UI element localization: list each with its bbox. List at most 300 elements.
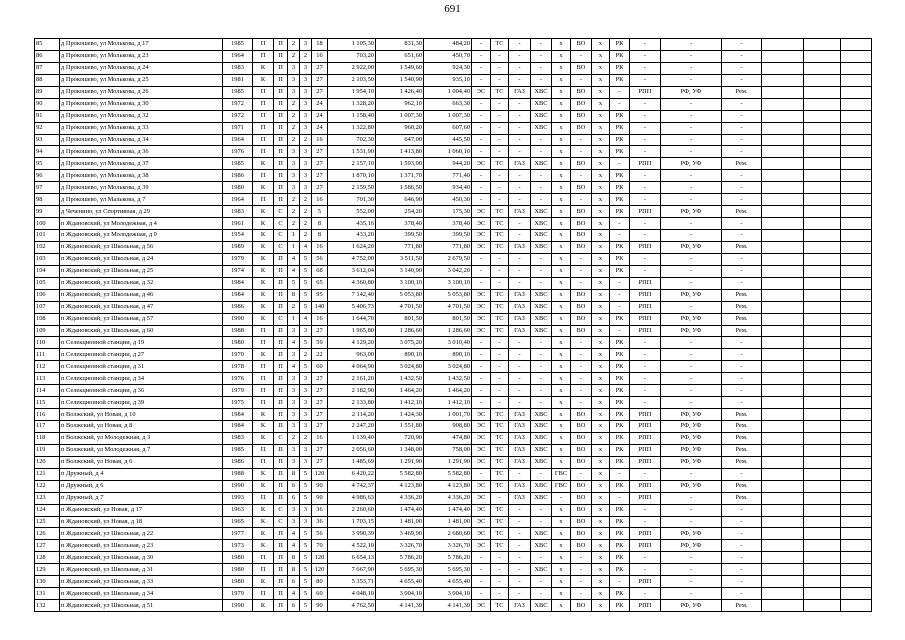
cell-living-area: 1 540,90 [376,74,424,86]
cell-foundation-repair: - [661,564,722,576]
cell-cold-water: ХВС [531,86,552,98]
cell-address: п Волжский, ул Новая, д 8 [60,421,223,433]
cell-gas: - [509,122,531,134]
cell-total-area: 4 064,90 [328,361,376,373]
cell-floors: 3 [300,74,312,86]
cell-cold-water: - [531,516,552,528]
cell-address: д Прокошево, ул Молькова, д 23 [60,50,223,62]
cell-year-built: 1989 [223,241,253,253]
cell-address: п Ждановский, ул Новая, д 17 [60,504,223,516]
cell-floors: 5 [300,552,312,564]
cell-building-type: П [274,98,288,110]
cell-wall-material: К [253,516,274,528]
cell-cold-water: ХВС [531,289,552,301]
cell-hot-water: х [552,158,571,170]
cell-residential-area: 450,30 [424,194,472,206]
cell-address: п Дружный, д 7 [60,492,223,504]
cell-col-x: х [592,206,610,218]
cell-foundation-repair: РФ, УФ [661,289,722,301]
cell-floors: 5 [300,265,312,277]
cell-sewage: ВО [571,540,592,552]
cell-extra-1 [762,516,804,528]
cell-year-built: 1990 [223,480,253,492]
table-row [35,98,872,110]
cell-sewage: ВО [571,444,592,456]
cell-row-number: 92 [35,122,60,134]
cell-heating: - [491,265,509,277]
cell-facade-repair: - [630,230,661,242]
cell-building-type: С [274,313,288,325]
table-row [35,373,872,385]
cell-gas: - [509,98,531,110]
cell-row-number: 130 [35,576,60,588]
cell-gas: - [509,385,531,397]
cell-col-x: х [592,552,610,564]
cell-electricity: ЭС [472,432,491,444]
table-row [35,62,872,74]
cell-col-x: х [592,218,610,230]
cell-living-area: 1 413,80 [376,146,424,158]
cell-apartments: 24 [312,110,328,122]
cell-year-built: 1984 [223,409,253,421]
cell-building-type: С [274,504,288,516]
cell-gas: ГАЗ [509,158,531,170]
cell-extra-3 [841,480,872,492]
cell-extra-3 [841,241,872,253]
cell-total-area: 2 157,10 [328,158,376,170]
cell-repair-status: - [722,134,762,146]
cell-entrances: 4 [288,253,300,265]
cell-floors: 5 [300,301,312,313]
cell-hot-water: х [552,373,571,385]
cell-gas: - [509,397,531,409]
cell-cold-water: - [531,194,552,206]
cell-apartments: 27 [312,373,328,385]
cell-roof-repair: - [610,218,630,230]
cell-heating: - [491,349,509,361]
cell-wall-material: К [253,158,274,170]
cell-extra-3 [841,158,872,170]
cell-entrances: 2 [288,50,300,62]
cell-residential-area: 1 007,30 [424,110,472,122]
cell-year-built: 1981 [223,74,253,86]
cell-floors: 4 [300,313,312,325]
cell-foundation-repair: РФ, УФ [661,409,722,421]
cell-foundation-repair: - [661,253,722,265]
table-body [35,39,872,612]
cell-total-area: 703,20 [328,50,376,62]
cell-year-built: 1985 [223,444,253,456]
cell-living-area: 3 100,10 [376,277,424,289]
cell-repair-status: Рем. [722,325,762,337]
cell-building-type: П [274,158,288,170]
cell-roof-repair: РК [610,444,630,456]
cell-residential-area: 399,50 [424,230,472,242]
cell-living-area: 646,90 [376,194,424,206]
cell-gas: - [509,265,531,277]
cell-living-area: 5 786,20 [376,552,424,564]
cell-extra-3 [841,50,872,62]
cell-total-area: 7 142,40 [328,289,376,301]
cell-total-area: 1 644,70 [328,313,376,325]
cell-wall-material: К [253,421,274,433]
cell-electricity: ЭС [472,516,491,528]
cell-foundation-repair: - [661,122,722,134]
cell-col-x: х [592,182,610,194]
cell-building-type: С [274,432,288,444]
cell-total-area: 1 158,40 [328,110,376,122]
cell-entrances: 2 [288,206,300,218]
cell-floors: 3 [300,516,312,528]
cell-wall-material: К [253,468,274,480]
cell-apartments: 27 [312,397,328,409]
cell-extra-3 [841,397,872,409]
table-row [35,146,872,158]
cell-repair-status: - [722,277,762,289]
cell-sewage: - [571,50,592,62]
cell-cold-water: ХВС [531,540,552,552]
cell-extra-3 [841,421,872,433]
cell-hot-water: х [552,39,571,51]
cell-year-built: 1986 [223,301,253,313]
cell-extra-1 [762,552,804,564]
cell-total-area: 1 328,20 [328,98,376,110]
cell-year-built: 1980 [223,576,253,588]
cell-apartments: 120 [312,552,328,564]
cell-total-area: 2 159,50 [328,182,376,194]
cell-building-type: П [274,62,288,74]
cell-building-type: П [274,456,288,468]
cell-heating: ТС [491,528,509,540]
cell-sewage: ВО [571,409,592,421]
cell-extra-2 [804,98,841,110]
cell-gas: - [509,516,531,528]
cell-facade-repair: - [630,122,661,134]
cell-wall-material: П [253,325,274,337]
cell-wall-material: П [253,564,274,576]
cell-roof-repair: - [610,576,630,588]
cell-floors: 3 [300,456,312,468]
cell-apartments: 59 [312,337,328,349]
cell-facade-repair: - [630,110,661,122]
cell-foundation-repair: - [661,516,722,528]
cell-living-area: 1 549,60 [376,62,424,74]
cell-row-number: 100 [35,218,60,230]
cell-facade-repair: РПП [630,480,661,492]
cell-roof-repair: РК [610,194,630,206]
cell-gas: - [509,170,531,182]
cell-extra-1 [762,564,804,576]
cell-apartments: 16 [312,50,328,62]
cell-extra-1 [762,540,804,552]
cell-col-x: х [592,39,610,51]
cell-living-area: 801,50 [376,313,424,325]
cell-extra-3 [841,265,872,277]
cell-cold-water: - [531,576,552,588]
cell-foundation-repair: - [661,468,722,480]
cell-floors: 5 [300,361,312,373]
cell-cold-water: - [531,50,552,62]
cell-col-x: х [592,277,610,289]
cell-hot-water: х [552,230,571,242]
cell-entrances: 6 [288,492,300,504]
cell-address: п Селекционной станции, д 19 [60,337,223,349]
cell-gas: ГАЗ [509,600,531,612]
cell-col-x: х [592,492,610,504]
cell-heating: ТС [491,301,509,313]
cell-roof-repair: РК [610,528,630,540]
cell-row-number: 118 [35,432,60,444]
cell-address: д Прокошево, ул Молькова, д 24 [60,62,223,74]
cell-repair-status: Рем. [722,480,762,492]
cell-residential-area: 663,30 [424,98,472,110]
cell-total-area: 1 139,40 [328,432,376,444]
cell-address: п Селекционной станции, д 27 [60,349,223,361]
cell-facade-repair: РПП [630,456,661,468]
cell-entrances: 2 [288,432,300,444]
cell-electricity: - [472,134,491,146]
cell-floors: 5 [300,492,312,504]
cell-total-area: 2 133,80 [328,397,376,409]
cell-foundation-repair: РФ, УФ [661,480,722,492]
cell-repair-status: - [722,361,762,373]
cell-total-area: 2 161,20 [328,373,376,385]
cell-living-area: 4 123,80 [376,480,424,492]
cell-living-area: 1 348,00 [376,444,424,456]
cell-living-area: 1 286,60 [376,325,424,337]
cell-extra-3 [841,98,872,110]
cell-total-area: 4 752,00 [328,253,376,265]
cell-col-x: х [592,325,610,337]
cell-extra-3 [841,194,872,206]
cell-apartments: 65 [312,277,328,289]
cell-heating: ТС [491,230,509,242]
cell-foundation-repair: - [661,385,722,397]
cell-apartments: 90 [312,480,328,492]
cell-extra-2 [804,361,841,373]
cell-extra-3 [841,253,872,265]
cell-entrances: 2 [288,98,300,110]
cell-col-x: х [592,146,610,158]
cell-year-built: 1980 [223,564,253,576]
cell-facade-repair: - [630,552,661,564]
cell-sewage: ВО [571,39,592,51]
cell-extra-3 [841,325,872,337]
cell-total-area: 5 353,71 [328,576,376,588]
cell-facade-repair: РПП [630,432,661,444]
cell-wall-material: П [253,385,274,397]
cell-roof-repair: - [610,86,630,98]
cell-repair-status: - [722,468,762,480]
cell-residential-area: 1 481,00 [424,516,472,528]
cell-year-built: 1993 [223,492,253,504]
cell-building-type: П [274,194,288,206]
cell-entrances: 3 [288,504,300,516]
table-row [35,301,872,313]
cell-living-area: 1 007,30 [376,110,424,122]
cell-cold-water: - [531,385,552,397]
cell-repair-status: - [722,265,762,277]
cell-address: п Селекционной станции, д 31 [60,361,223,373]
cell-residential-area: 758,00 [424,444,472,456]
cell-cold-water: ХВС [531,409,552,421]
cell-year-built: 1984 [223,289,253,301]
cell-col-x: х [592,444,610,456]
cell-apartments: 16 [312,313,328,325]
cell-cold-water: - [531,170,552,182]
cell-hot-water: х [552,86,571,98]
cell-cold-water: - [531,504,552,516]
cell-electricity: - [472,397,491,409]
cell-gas: ГАЗ [509,444,531,456]
cell-total-area: 435,16 [328,218,376,230]
cell-extra-2 [804,528,841,540]
cell-year-built: 1970 [223,349,253,361]
cell-extra-1 [762,146,804,158]
cell-entrances: 6 [288,600,300,612]
cell-apartments: 70 [312,540,328,552]
cell-facade-repair: РПП [630,86,661,98]
cell-address: д Прокошево, ул Малькова, д 7 [60,194,223,206]
cell-gas: ГАЗ [509,492,531,504]
cell-living-area: 1 586,50 [376,182,424,194]
cell-extra-1 [762,277,804,289]
cell-living-area: 378,40 [376,218,424,230]
cell-apartments: 8 [312,230,328,242]
cell-electricity: ЭС [472,301,491,313]
cell-extra-2 [804,552,841,564]
cell-extra-3 [841,218,872,230]
cell-row-number: 127 [35,540,60,552]
cell-heating: - [491,564,509,576]
cell-repair-status: Рем. [722,456,762,468]
cell-foundation-repair: РФ, УФ [661,432,722,444]
cell-foundation-repair: - [661,194,722,206]
cell-hot-water: х [552,74,571,86]
cell-extra-3 [841,301,872,313]
cell-gas: - [509,253,531,265]
cell-extra-1 [762,218,804,230]
cell-roof-repair: - [610,98,630,110]
cell-electricity: - [472,588,491,600]
cell-building-type: С [274,241,288,253]
cell-extra-2 [804,241,841,253]
table-row [35,409,872,421]
cell-total-area: 2 922,00 [328,62,376,74]
cell-facade-repair: - [630,218,661,230]
cell-heating: ТС [491,516,509,528]
cell-extra-2 [804,432,841,444]
cell-apartments: 27 [312,146,328,158]
cell-roof-repair: РК [610,265,630,277]
cell-extra-1 [762,444,804,456]
cell-heating: ТС [491,86,509,98]
cell-foundation-repair: РФ, УФ [661,528,722,540]
cell-foundation-repair: РФ, УФ [661,313,722,325]
cell-residential-area: 4 655,40 [424,576,472,588]
cell-extra-2 [804,409,841,421]
cell-hot-water: х [552,182,571,194]
cell-extra-3 [841,62,872,74]
cell-electricity: ЭС [472,444,491,456]
cell-row-number: 96 [35,170,60,182]
cell-floors: 5 [300,277,312,289]
cell-cold-water: - [531,373,552,385]
cell-foundation-repair: - [661,134,722,146]
cell-building-type: П [274,397,288,409]
cell-year-built: 1972 [223,98,253,110]
cell-building-type: С [274,516,288,528]
cell-extra-3 [841,576,872,588]
cell-extra-1 [762,385,804,397]
cell-roof-repair: РК [610,39,630,51]
cell-extra-1 [762,253,804,265]
cell-entrances: 3 [288,158,300,170]
cell-living-area: 3 469,90 [376,528,424,540]
cell-extra-2 [804,337,841,349]
cell-address: п Дружный, д 4 [60,468,223,480]
cell-address: п Ждановский, ул Школьная, д 57 [60,313,223,325]
cell-electricity: - [472,337,491,349]
cell-heating: ТС [491,325,509,337]
cell-total-area: 2 260,60 [328,504,376,516]
cell-extra-3 [841,313,872,325]
cell-extra-2 [804,182,841,194]
cell-heating: ТС [491,456,509,468]
cell-extra-2 [804,74,841,86]
cell-extra-2 [804,564,841,576]
cell-wall-material: К [253,540,274,552]
cell-col-x: х [592,170,610,182]
cell-col-x: х [592,313,610,325]
cell-extra-2 [804,289,841,301]
cell-year-built: 1985 [223,158,253,170]
cell-heating: ТС [491,409,509,421]
cell-heating: - [491,110,509,122]
cell-address: д Чеченино, ул Спортивная, д 29 [60,206,223,218]
cell-extra-1 [762,206,804,218]
cell-floors: 3 [300,182,312,194]
cell-roof-repair: РК [610,337,630,349]
cell-electricity: - [472,110,491,122]
cell-facade-repair: РПП [630,277,661,289]
table-row [35,206,872,218]
cell-entrances: 3 [288,349,300,361]
cell-entrances: 3 [288,409,300,421]
cell-cold-water: ХВС [531,325,552,337]
cell-extra-1 [762,39,804,51]
cell-sewage: ВО [571,230,592,242]
cell-cold-water: ХВС [531,421,552,433]
cell-col-x: х [592,122,610,134]
cell-row-number: 90 [35,98,60,110]
cell-cold-water: ХВС [531,158,552,170]
cell-heating: - [491,361,509,373]
cell-heating: ТС [491,480,509,492]
table-row [35,588,872,600]
cell-hot-water: х [552,62,571,74]
cell-total-area: 7 667,90 [328,564,376,576]
cell-roof-repair: РК [610,170,630,182]
cell-heating: - [491,170,509,182]
cell-year-built: 1963 [223,504,253,516]
table-row [35,385,872,397]
cell-col-x: х [592,385,610,397]
cell-residential-area: 1 474,40 [424,504,472,516]
cell-apartments: 27 [312,86,328,98]
cell-hot-water: х [552,170,571,182]
cell-facade-repair: - [630,349,661,361]
